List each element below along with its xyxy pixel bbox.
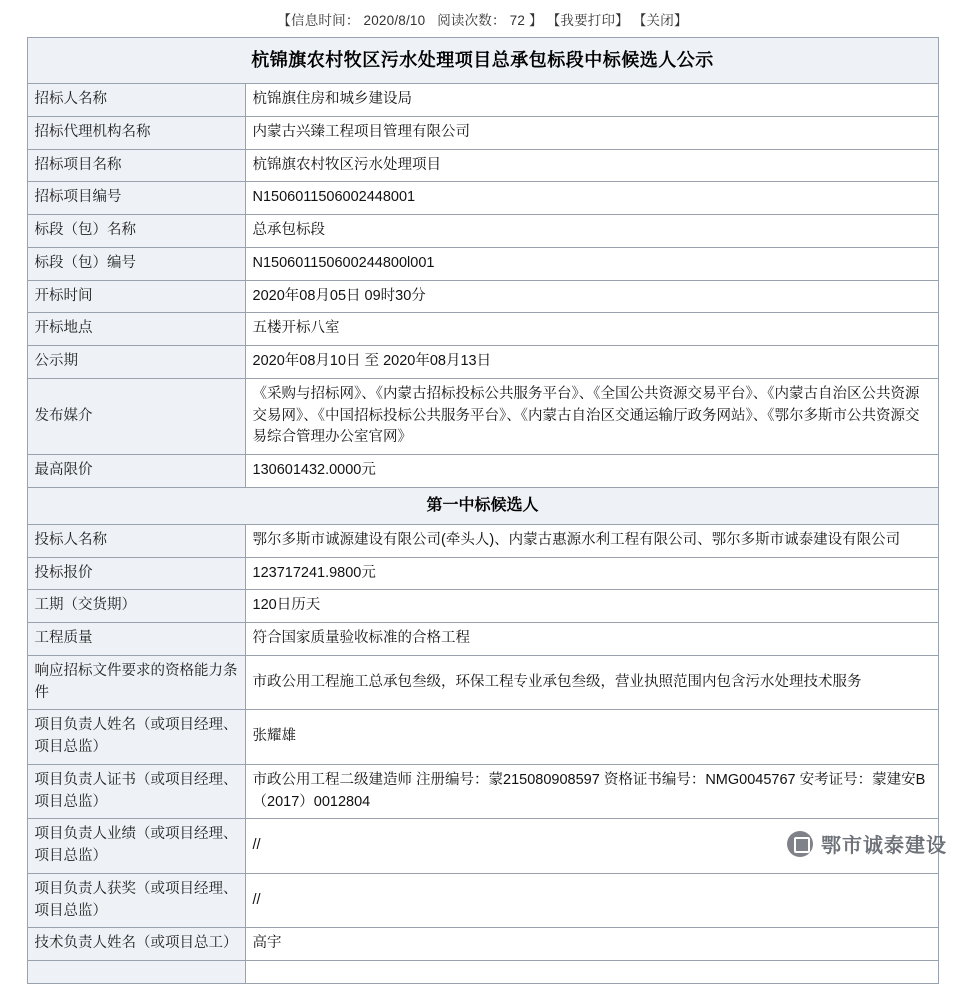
row-value-agency-name: 内蒙古兴臻工程项目管理有限公司 [245, 116, 938, 149]
row-value-publish-media: 《采购与招标网》、《内蒙古招标投标公共服务平台》、《全国公共资源交易平台》、《内蒙古自治区公共资源交易网》、《中国招标投标公共服务平台》、《内蒙古自治区交通运输厅政务网站》、《鄂尔多斯市公共资源交易综合管理办公室官网》 [245, 378, 938, 454]
table-row [27, 928, 938, 961]
read-count-value: 72 [509, 13, 526, 28]
table-row [27, 215, 938, 248]
table-row [27, 524, 938, 557]
row-label-publicity-period: 公示期 [27, 346, 245, 379]
table-row [27, 280, 938, 313]
row-label-project-number: 招标项目编号 [27, 182, 245, 215]
row-value-qualification: 市政公用工程施工总承包叁级，环保工程专业承包叁级，营业执照范围内包含污水处理技术服务 [245, 655, 938, 710]
row-label-truncated [27, 961, 245, 984]
row-value-project-number: N1506011506002448001 [245, 182, 938, 215]
row-label-manager-performance: 项目负责人业绩（或项目经理、项目总监） [27, 819, 245, 874]
table-row [27, 313, 938, 346]
row-value-truncated [245, 961, 938, 984]
row-label-quality: 工程质量 [27, 623, 245, 656]
row-value-candidate-name: 鄂尔多斯市诚源建设有限公司(牵头人)、内蒙古惠源水利工程有限公司、鄂尔多斯市诚泰建设有限公司 [245, 524, 938, 557]
row-label-manager-certificate: 项目负责人证书（或项目经理、项目总监） [27, 764, 245, 819]
row-value-manager-performance: // [245, 819, 938, 874]
row-label-candidate-name: 投标人名称 [27, 524, 245, 557]
row-value-max-price: 130601432.0000元 [245, 455, 938, 488]
row-value-bid-opening-time: 2020年08月05日 09时30分 [245, 280, 938, 313]
table-row-partial [27, 961, 938, 984]
row-label-bid-opening-time: 开标时间 [27, 280, 245, 313]
row-label-bid-price: 投标报价 [27, 557, 245, 590]
table-row [27, 590, 938, 623]
row-value-bid-opening-place: 五楼开标八室 [245, 313, 938, 346]
table-row [27, 873, 938, 928]
row-label-publish-media: 发布媒介 [27, 378, 245, 454]
read-count-label: 阅读次数： [437, 13, 506, 28]
row-value-bidder-name: 杭锦旗住房和城乡建设局 [245, 84, 938, 117]
table-title-row [27, 38, 938, 84]
row-value-section-number: N150601150600244800l001 [245, 247, 938, 280]
row-value-section-name: 总承包标段 [245, 215, 938, 248]
row-value-manager-awards: // [245, 873, 938, 928]
row-label-bidder-name: 招标人名称 [27, 84, 245, 117]
watermark-logo-icon [787, 831, 813, 857]
row-value-tech-lead-name: 高宇 [245, 928, 938, 961]
table-row [27, 346, 938, 379]
page-title: 杭锦旗农村牧区污水处理项目总承包标段中标候选人公示 [27, 38, 938, 84]
table-row [27, 84, 938, 117]
watermark [787, 829, 947, 858]
row-label-duration: 工期（交货期） [27, 590, 245, 623]
table-row [27, 455, 938, 488]
row-label-agency-name: 招标代理机构名称 [27, 116, 245, 149]
info-meta-bar [0, 0, 965, 37]
row-value-bid-price: 123717241.9800元 [245, 557, 938, 590]
info-time-value: 2020/8/10 [363, 13, 426, 28]
table-row [27, 247, 938, 280]
row-value-manager-certificate: 市政公用工程二级建造师 注册编号：蒙215080908597 资格证书编号：NMG0045767 安考证号：蒙建安B（2017）0012804 [245, 764, 938, 819]
table-row [27, 655, 938, 710]
meta-bracket-close: 】 [529, 13, 543, 28]
row-label-project-name: 招标项目名称 [27, 149, 245, 182]
row-label-section-name: 标段（包）名称 [27, 215, 245, 248]
table-row [27, 557, 938, 590]
row-label-tech-lead-name: 技术负责人姓名（或项目总工） [27, 928, 245, 961]
section-title: 第一中标候选人 [27, 487, 938, 524]
row-value-publicity-period: 2020年08月10日 至 2020年08月13日 [245, 346, 938, 379]
row-label-manager-awards: 项目负责人获奖（或项目经理、项目总监） [27, 873, 245, 928]
row-value-manager-name: 张耀雄 [245, 710, 938, 765]
row-label-qualification: 响应招标文件要求的资格能力条件 [27, 655, 245, 710]
watermark-text: 鄂市诚泰建设 [821, 833, 947, 857]
table-row [27, 764, 938, 819]
section-header-first-candidate [27, 487, 938, 524]
table-row [27, 710, 938, 765]
row-label-bid-opening-place: 开标地点 [27, 313, 245, 346]
table-row [27, 182, 938, 215]
table-row [27, 116, 938, 149]
row-label-manager-name: 项目负责人姓名（或项目经理、项目总监） [27, 710, 245, 765]
row-label-section-number: 标段（包）编号 [27, 247, 245, 280]
table-row [27, 623, 938, 656]
info-time-label: 【信息时间： [277, 13, 360, 28]
table-row [27, 149, 938, 182]
row-label-max-price: 最高限价 [27, 455, 245, 488]
close-link[interactable]: 【关闭】 [632, 13, 688, 28]
print-link[interactable]: 【我要打印】 [546, 13, 629, 28]
row-value-quality: 符合国家质量验收标准的合格工程 [245, 623, 938, 656]
table-row [27, 378, 938, 454]
row-value-duration: 120日历天 [245, 590, 938, 623]
row-value-project-name: 杭锦旗农村牧区污水处理项目 [245, 149, 938, 182]
